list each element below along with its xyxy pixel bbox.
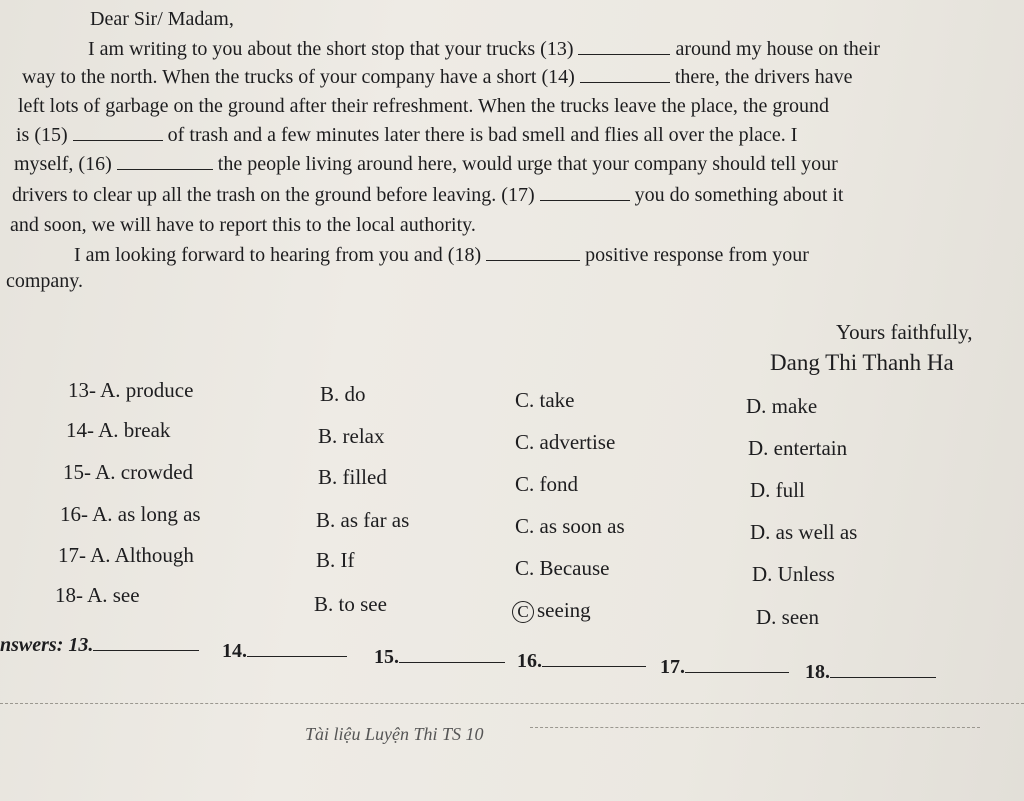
answer-circle-mark: C xyxy=(512,601,534,623)
option-15c: C. fond xyxy=(515,472,578,496)
option-14d: D. entertain xyxy=(748,436,848,460)
text: positive response from your xyxy=(585,244,809,266)
salutation: Dear Sir/ Madam, xyxy=(90,8,234,30)
text: of trash and a few minutes later there is bad smell and flies all over the place. I xyxy=(167,124,798,146)
signature: Dang Thi Thanh Ha xyxy=(770,350,954,375)
dashed-divider xyxy=(530,727,980,728)
text: you do something about it xyxy=(634,184,844,206)
option-17b: B. If xyxy=(316,548,355,572)
option-16c: C. as soon as xyxy=(515,514,625,538)
blank-13 xyxy=(578,40,670,55)
answer-15 xyxy=(374,646,505,669)
blank-15 xyxy=(73,126,163,141)
answer-13-blank xyxy=(93,634,199,651)
option-13a: 13- A. produce xyxy=(68,378,194,402)
text: myself, (16) xyxy=(14,153,112,175)
answer-18 xyxy=(805,661,936,684)
answer-17 xyxy=(660,656,789,679)
letter-line xyxy=(14,153,838,176)
text: 15. xyxy=(374,646,399,668)
option-15b: B. filled xyxy=(318,465,387,489)
letter-line: and soon, we will have to report this to the local authority. xyxy=(10,214,476,236)
text: I am writing to you about the short stop that your trucks (13) xyxy=(88,38,574,60)
option-16d: D. as well as xyxy=(750,520,858,544)
text: around my house on their xyxy=(675,38,880,60)
answer-14-blank xyxy=(247,640,347,657)
option-15a: 15- A. crowded xyxy=(63,460,194,484)
letter-line xyxy=(74,244,809,267)
option-15d: D. full xyxy=(750,478,805,502)
text: is (15) xyxy=(16,124,68,146)
option-14b: B. relax xyxy=(318,424,385,448)
answer-15-blank xyxy=(399,646,505,663)
text: 14. xyxy=(222,640,247,662)
option-18b: B. to see xyxy=(314,592,387,616)
option-18c-circled xyxy=(512,598,591,623)
option-16b: B. as far as xyxy=(316,508,410,532)
answer-17-blank xyxy=(685,656,789,673)
option-14c: C. advertise xyxy=(515,430,616,454)
letter-line xyxy=(22,66,853,89)
text: I am looking forward to hearing from you and (18) xyxy=(74,244,482,266)
answer-16-blank xyxy=(542,650,646,667)
text: seeing xyxy=(537,598,591,622)
letter-line xyxy=(88,38,880,61)
option-17a: 17- A. Although xyxy=(58,543,194,567)
answers-label: nswers: 13. xyxy=(0,634,94,656)
text: 17. xyxy=(660,656,685,678)
letter-line xyxy=(12,184,844,207)
option-16a: 16- A. as long as xyxy=(60,502,201,526)
option-13d: D. make xyxy=(746,394,818,418)
option-17c: C. Because xyxy=(515,556,610,580)
answer-18-blank xyxy=(830,661,936,678)
letter-line: left lots of garbage on the ground after their refreshment. When the trucks leave the place, the ground xyxy=(18,95,829,117)
blank-16 xyxy=(117,155,213,170)
option-18d: D. seen xyxy=(756,605,819,629)
letter-line xyxy=(16,124,797,147)
answer-14 xyxy=(222,640,347,663)
option-17d: D. Unless xyxy=(752,562,835,586)
option-13b: B. do xyxy=(320,382,366,406)
blank-14 xyxy=(580,68,670,83)
footer-text: Tài liệu Luyện Thi TS 10 xyxy=(305,724,484,744)
text: way to the north. When the trucks of your company have a short (14) xyxy=(22,66,575,88)
option-18a: 18- A. see xyxy=(55,583,140,607)
text: the people living around here, would urge that your company should tell your xyxy=(217,153,838,175)
option-13c: C. take xyxy=(515,388,575,412)
option-14a: 14- A. break xyxy=(66,418,171,442)
text: drivers to clear up all the trash on the ground before leaving. (17) xyxy=(12,184,535,206)
blank-18 xyxy=(486,246,580,261)
dashed-divider xyxy=(0,703,1024,704)
text: there, the drivers have xyxy=(674,66,853,88)
text: 16. xyxy=(517,650,542,672)
closing: Yours faithfully, xyxy=(836,320,973,344)
blank-17 xyxy=(540,186,630,201)
answer-16 xyxy=(517,650,646,673)
letter-line: company. xyxy=(6,270,84,292)
text: 18. xyxy=(805,661,830,683)
answers-row xyxy=(0,634,199,657)
